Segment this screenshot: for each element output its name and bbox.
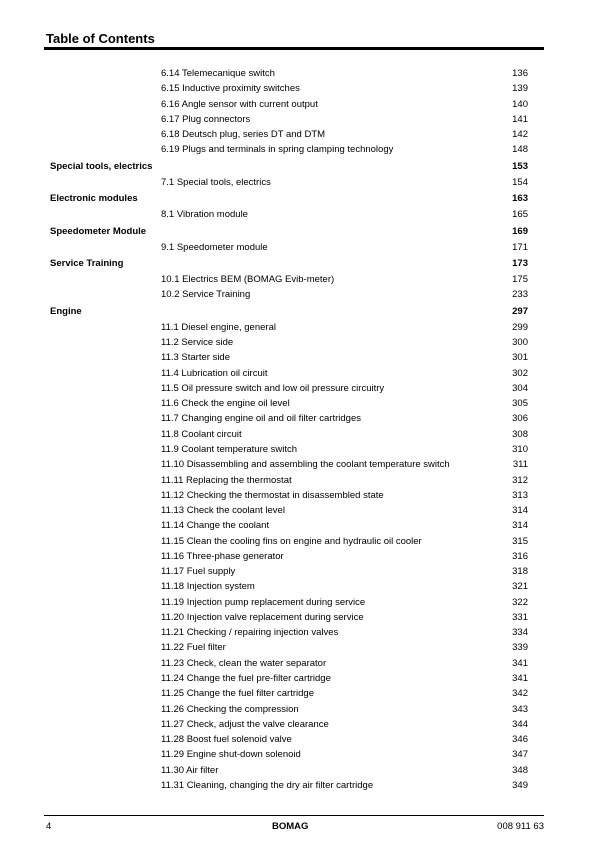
toc-entry-row[interactable] [50, 488, 528, 503]
toc-entry-title: 6.19 Plugs and terminals in spring clamping technology [161, 144, 394, 156]
toc-entry-row[interactable] [50, 240, 528, 255]
toc-entry-page: 313 [512, 489, 528, 501]
toc-entry-page: 321 [512, 581, 528, 593]
toc-entry-row[interactable] [50, 457, 528, 472]
toc-entry-page: 165 [512, 209, 528, 221]
toc-entry-title: 11.2 Service side [161, 337, 234, 349]
toc-entry-title: 11.28 Boost fuel solenoid valve [161, 734, 292, 746]
toc-entry-page: 314 [512, 520, 528, 532]
toc-entry-row[interactable] [50, 335, 528, 350]
toc-entry-page: 308 [512, 428, 528, 440]
toc-entry-title: 6.18 Deutsch plug, series DT and DTM [161, 129, 326, 141]
toc-entry-title: 11.15 Clean the cooling fins on engine and hydraulic oil cooler [161, 535, 422, 547]
toc-entry-row[interactable] [50, 778, 528, 793]
toc-entry-row[interactable] [50, 763, 528, 778]
toc-entry-page: 299 [512, 321, 528, 333]
toc-entry-page: 171 [512, 241, 528, 253]
toc-entry-title: 11.3 Starter side [161, 352, 231, 364]
toc-entry-page: 148 [512, 144, 528, 156]
toc-entry-row[interactable] [50, 442, 528, 457]
toc-entry-title: 11.7 Changing engine oil and oil filter cartridges [161, 413, 361, 425]
toc-entry-row[interactable] [50, 717, 528, 732]
toc-entry-title: 11.22 Fuel filter [161, 642, 226, 654]
toc-entry-title: 11.27 Check, adjust the valve clearance [161, 718, 329, 730]
toc-entry-title: 11.31 Cleaning, changing the dry air filter cartridge [161, 779, 374, 791]
toc-entry-title: 11.24 Change the fuel pre-filter cartridge [161, 672, 331, 684]
toc-entry-title: 11.4 Lubrication oil circuit [161, 367, 268, 379]
toc-entry-row[interactable] [50, 175, 528, 190]
toc-entry-title: 11.30 Air filter [161, 764, 219, 776]
toc-entry-title: 11.26 Checking the compression [161, 703, 299, 715]
toc-entry-row[interactable] [50, 595, 528, 610]
toc-entry-row[interactable] [50, 702, 528, 717]
toc-entry-row[interactable] [50, 564, 528, 579]
toc-entry-row[interactable] [50, 411, 528, 426]
toc-entry-row[interactable] [50, 640, 528, 655]
toc-entry-title: 11.5 Oil pressure switch and low oil pressure circuitry [161, 382, 385, 394]
toc-entry-page: 331 [512, 611, 528, 623]
toc-entry-title: 11.17 Fuel supply [161, 566, 236, 578]
footer-brand: BOMAG [272, 821, 309, 832]
toc-entry-row[interactable] [50, 656, 528, 671]
toc-entry-title: 10.1 Electrics BEM (BOMAG Evib-meter) [161, 274, 335, 286]
header-rule [44, 47, 544, 50]
toc-entry-row[interactable] [50, 320, 528, 335]
toc-entry-title: 6.16 Angle sensor with current output [161, 98, 318, 110]
footer-rule [44, 815, 544, 816]
toc-entry-row[interactable] [50, 381, 528, 396]
toc-entry-title: 7.1 Special tools, electrics [161, 176, 271, 188]
toc-entry-row[interactable] [50, 97, 528, 112]
toc-chapter-row[interactable] [50, 224, 528, 240]
toc-entry-title: 11.16 Three-phase generator [161, 550, 284, 562]
toc-entry-title: 6.14 Telemecanique switch [161, 68, 275, 79]
toc-entry-page: 314 [512, 505, 528, 517]
toc-entry-title: 11.29 Engine shut-down solenoid [161, 749, 301, 761]
toc-entry-title: 11.10 Disassembling and assembling the coolant temperature switch [161, 459, 450, 471]
toc-entry-page: 139 [512, 83, 528, 95]
toc-entry-page: 346 [512, 734, 528, 746]
toc-entry-row[interactable] [50, 350, 528, 365]
toc-entry-title: 11.23 Check, clean the water separator [161, 657, 327, 669]
toc-entry-page: 233 [512, 289, 528, 301]
toc-entry-row[interactable] [50, 366, 528, 381]
toc-entry-page: 349 [512, 779, 528, 791]
toc-entry-row[interactable] [50, 732, 528, 747]
toc-entry-page: 322 [512, 596, 528, 608]
toc-entry-title: 11.18 Injection system [161, 581, 255, 593]
toc-entry-title: 11.12 Checking the thermostat in disassembled state [161, 489, 384, 501]
toc-entry-page: 301 [512, 352, 528, 364]
toc-entry-page: 311 [512, 459, 528, 471]
toc-entry-page: 341 [512, 657, 528, 669]
footer-page-number: 4 [46, 821, 52, 832]
toc-entry-title: 11.11 Replacing the thermostat [161, 474, 292, 486]
toc-entry-page: 169 [512, 225, 528, 237]
toc-entry-title: 6.17 Plug connectors [161, 113, 251, 125]
footer-doc-number: 008 911 63 [497, 821, 544, 832]
toc-entry-page: 297 [512, 305, 528, 317]
toc-entry-page: 300 [512, 337, 528, 349]
page-title: Table of Contents [46, 31, 155, 46]
toc-entry-row[interactable] [50, 549, 528, 564]
toc-entry-page: 302 [512, 367, 528, 379]
toc-entry-page: 339 [512, 642, 528, 654]
toc-entry-page: 175 [512, 274, 528, 286]
toc-entry-title: 11.8 Coolant circuit [161, 428, 242, 440]
toc-entry-row[interactable] [50, 66, 528, 81]
toc-entry-row[interactable] [50, 287, 528, 302]
toc-entry-row[interactable] [50, 207, 528, 222]
toc-chapter-row[interactable] [50, 159, 528, 175]
toc-chapter-row[interactable] [50, 256, 528, 272]
toc-entry-title: 11.25 Change the fuel filter cartridge [161, 688, 314, 700]
toc-entry-page: 140 [512, 98, 528, 110]
toc-entry-row[interactable] [50, 534, 528, 549]
toc-chapter-row[interactable] [50, 191, 528, 207]
toc-entry-title: 11.20 Injection valve replacement during service [161, 611, 364, 623]
toc-entry-title: 11.21 Checking / repairing injection valves [161, 627, 339, 639]
toc-entry-title: 11.19 Injection pump replacement during service [161, 596, 366, 608]
toc-entry-row[interactable] [50, 747, 528, 762]
toc-entry-page: 312 [512, 474, 528, 486]
toc-entry-row[interactable] [50, 610, 528, 625]
toc-entry-title: 6.15 Inductive proximity switches [161, 83, 300, 95]
toc-entry-row[interactable] [50, 396, 528, 411]
toc-entry-page: 343 [512, 703, 528, 715]
toc-entry-row[interactable] [50, 518, 528, 533]
toc-entry-title: Speedometer Module [50, 225, 147, 237]
toc-entry-row[interactable] [50, 427, 528, 442]
toc-entry-title: 11.1 Diesel engine, general [161, 321, 276, 333]
toc-entry-title: 11.9 Coolant temperature switch [161, 443, 298, 455]
toc-entry-page: 318 [512, 566, 528, 578]
toc-entry-page: 142 [512, 129, 528, 141]
toc-entry-page: 306 [512, 413, 528, 425]
toc-entry-title: 10.2 Service Training [161, 289, 251, 301]
toc-entry-row[interactable] [50, 81, 528, 96]
toc-entry-row[interactable] [50, 112, 528, 127]
toc-entry-page: 136 [512, 68, 528, 79]
toc-entry-row[interactable] [50, 272, 528, 287]
toc-entry-row[interactable] [50, 127, 528, 142]
toc-entry-title: Electronic modules [50, 193, 138, 205]
toc-entry-page: 347 [512, 749, 528, 761]
toc-entry-page: 316 [512, 550, 528, 562]
toc-entry-title: 11.13 Check the coolant level [161, 505, 285, 517]
toc-entry-page: 348 [512, 764, 528, 776]
toc-entry-page: 334 [512, 627, 528, 639]
toc-entry-row[interactable] [50, 503, 528, 518]
toc-entry-page: 163 [512, 193, 528, 205]
toc-entry-page: 342 [512, 688, 528, 700]
toc-entry-row[interactable] [50, 671, 528, 686]
toc-entry-title: 9.1 Speedometer module [161, 241, 268, 253]
toc-entry-title: 8.1 Vibration module [161, 209, 248, 221]
toc-entry-page: 141 [512, 113, 528, 125]
toc-entry-page: 154 [512, 176, 528, 188]
toc-entry-page: 304 [512, 382, 528, 394]
toc-entry-row[interactable] [50, 473, 528, 488]
toc-entry-page: 153 [512, 160, 528, 172]
toc-entry-title: Engine [50, 305, 82, 317]
toc-entry-title: Service Training [50, 257, 124, 269]
toc-entry-title: Special tools, electrics [50, 160, 153, 172]
toc-entry-page: 173 [512, 257, 528, 269]
toc-entry-page: 341 [512, 672, 528, 684]
table-of-contents [50, 66, 528, 793]
toc-entry-row[interactable] [50, 625, 528, 640]
toc-entry-title: 11.6 Check the engine oil level [161, 398, 290, 410]
toc-entry-row[interactable] [50, 686, 528, 701]
toc-entry-page: 315 [512, 535, 528, 547]
toc-entry-row[interactable] [50, 142, 528, 157]
toc-chapter-row[interactable] [50, 304, 528, 320]
toc-entry-page: 305 [512, 398, 528, 410]
toc-entry-page: 344 [512, 718, 528, 730]
toc-entry-title: 11.14 Change the coolant [161, 520, 270, 532]
toc-entry-page: 310 [512, 443, 528, 455]
toc-entry-row[interactable] [50, 579, 528, 594]
